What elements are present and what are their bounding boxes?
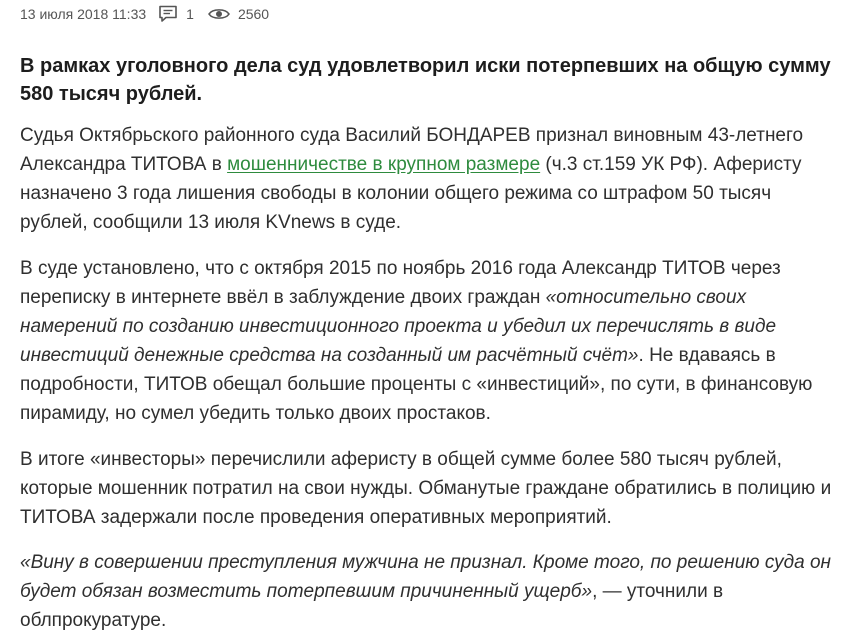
article-headline: В рамках уголовного дела суд удовлетворил иски потерпевших на общую сумму 580 тысяч рублей. (20, 55, 831, 105)
comment-icon[interactable] (158, 5, 178, 23)
paragraph-4-text-end: , — уточнили в облпрокуратуре. (20, 581, 724, 631)
view-count: 2560 (237, 6, 270, 22)
paragraph-3: В итоге «инвесторы» перечислили аферисту в общей сумме более 580 тысяч рублей, которые мошенник потратил на свои нужды. Обманутые граждане обратились в полицию и ТИТОВА задержали после проведения оперативных мероприятий. (20, 449, 832, 528)
paragraph-1-text-end: (ч.3 ст.159 УК РФ). Аферисту назначено 3 года лишения свободы в колонии общего режима со штрафом 50 тысяч рублей, сообщили 13 июля KVnews в суде. (20, 154, 802, 233)
paragraph-2-text-end: . Не вдаваясь в подробности, ТИТОВ обещал большие проценты с «инвестиций», по сути, в финансовую пирамиду, но сумел убедить только двоих простаков. (20, 345, 813, 424)
article-meta (20, 4, 269, 24)
publish-date: 13 июля 2018 11:33 (20, 6, 147, 22)
paragraph-1 (20, 121, 835, 237)
paragraph-1-text-start: Судья Октябрьского районного суда Василий БОНДАРЕВ признал виновным 43-летнего Александра ТИТОВА в (20, 125, 804, 175)
paragraph-2-quote: «относительно своих намерений по созданию инвестиционного проекта и убедил их перечислять в виде инвестиций денежные средства на созданный им расчётный счёт» (20, 287, 777, 366)
paragraph-4 (20, 548, 835, 635)
paragraph-2 (20, 254, 835, 428)
eye-icon (208, 7, 230, 21)
paragraph-4-quote: «Вину в совершении преступления мужчина не признал. Кроме того, по решению суда он будет обязан возместить потерпевшим причиненный ущерб» (20, 552, 831, 602)
comment-count[interactable]: 1 (186, 6, 194, 22)
paragraph-2-text-start: В суде установлено, что с октября 2015 по ноябрь 2016 года Александр ТИТОВ через переписку в интернете ввёл в заблуждение двоих граждан (20, 258, 781, 308)
article-link-fraud[interactable]: мошенничестве в крупном размере (227, 154, 541, 175)
